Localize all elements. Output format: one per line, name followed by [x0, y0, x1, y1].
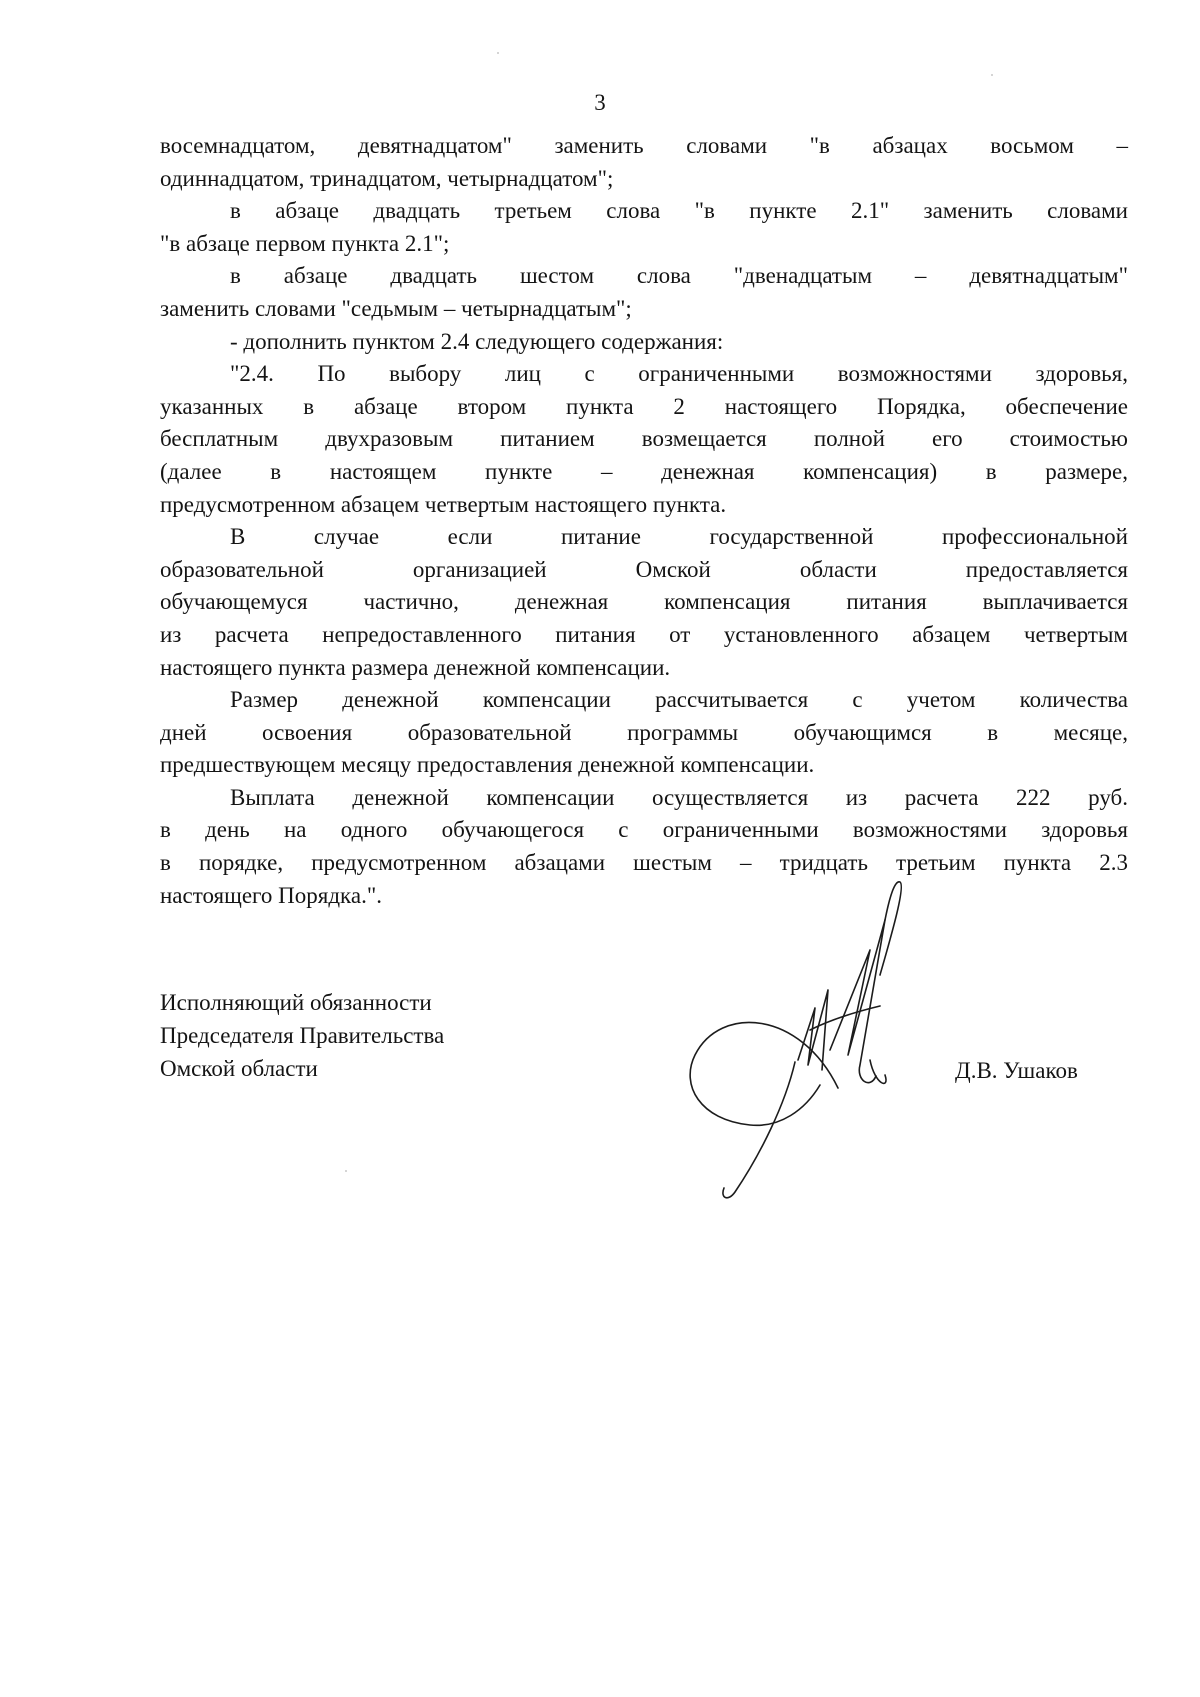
handwritten-signature [680, 880, 980, 1200]
paragraph-line: "в абзаце первом пункта 2.1"; [160, 230, 450, 256]
position-line: Исполняющий обязанности [160, 990, 432, 1015]
paragraph-line: (далее в настоящем пункте – денежная компенсация) в размере, [160, 458, 1128, 484]
paragraph-line: восемнадцатом, девятнадцатом" заменить словами "в абзацах восьмом – [160, 133, 1128, 158]
paragraph-line: предусмотренном абзацем четвертым настоящего пункта. [160, 491, 727, 517]
position-line: Омской области [160, 1056, 318, 1081]
scan-artifact [345, 1170, 347, 1172]
paragraph-line: - дополнить пунктом 2.4 следующего содержания: [230, 328, 724, 354]
paragraph-line: одиннадцатом, тринадцатом, четырнадцатом"; [160, 165, 614, 191]
position-line: Председателя Правительства [160, 1023, 445, 1048]
paragraph-line: Выплата денежной компенсации осуществляется из расчета 222 руб. [230, 784, 1128, 810]
paragraph-line: в абзаце двадцать шестом слова "двенадцатым – девятнадцатым" [230, 263, 1128, 289]
paragraph-line: предшествующем месяцу предоставления денежной компенсации. [160, 752, 815, 778]
paragraph-line: обучающемуся частично, денежная компенсация питания выплачивается [160, 589, 1128, 615]
paragraph-line: заменить словами "седьмым – четырнадцатым"; [160, 295, 632, 321]
paragraph-line: дней освоения образовательной программы обучающимся в месяце, [160, 719, 1128, 745]
signatory-position [160, 986, 444, 1085]
scan-artifact [991, 74, 993, 76]
paragraph-line: в порядке, предусмотренном абзацами шестым – тридцать третьим пункта 2.3 [160, 850, 1128, 876]
paragraph-line: в абзаце двадцать третьем слова "в пункте 2.1" заменить словами [230, 198, 1128, 224]
paragraph-line: в день на одного обучающегося с ограниченными возможностями здоровья [160, 817, 1128, 843]
paragraph-line: Размер денежной компенсации рассчитывается с учетом количества [230, 687, 1128, 713]
paragraph-line: В случае если питание государственной профессиональной [230, 524, 1128, 550]
page-number: 3 [594, 90, 606, 115]
body-text [160, 130, 1128, 912]
paragraph-line: из расчета непредоставленного питания от установленного абзацем четвертым [160, 621, 1128, 647]
paragraph-line: "2.4. По выбору лиц с ограниченными возможностями здоровья, [230, 361, 1128, 387]
scan-artifact [497, 52, 499, 54]
paragraph-line: настоящего пункта размера денежной компенсации. [160, 654, 671, 680]
paragraph-line: бесплатным двухразовым питанием возмещается полной его стоимостью [160, 426, 1128, 452]
paragraph-line: образовательной организацией Омской области предоставляется [160, 556, 1128, 582]
paragraph-line: указанных в абзаце втором пункта 2 настоящего Порядка, обеспечение [160, 393, 1128, 419]
paragraph-line: настоящего Порядка.". [160, 882, 382, 908]
signer-name: Д.В. Ушаков [955, 1058, 1078, 1083]
